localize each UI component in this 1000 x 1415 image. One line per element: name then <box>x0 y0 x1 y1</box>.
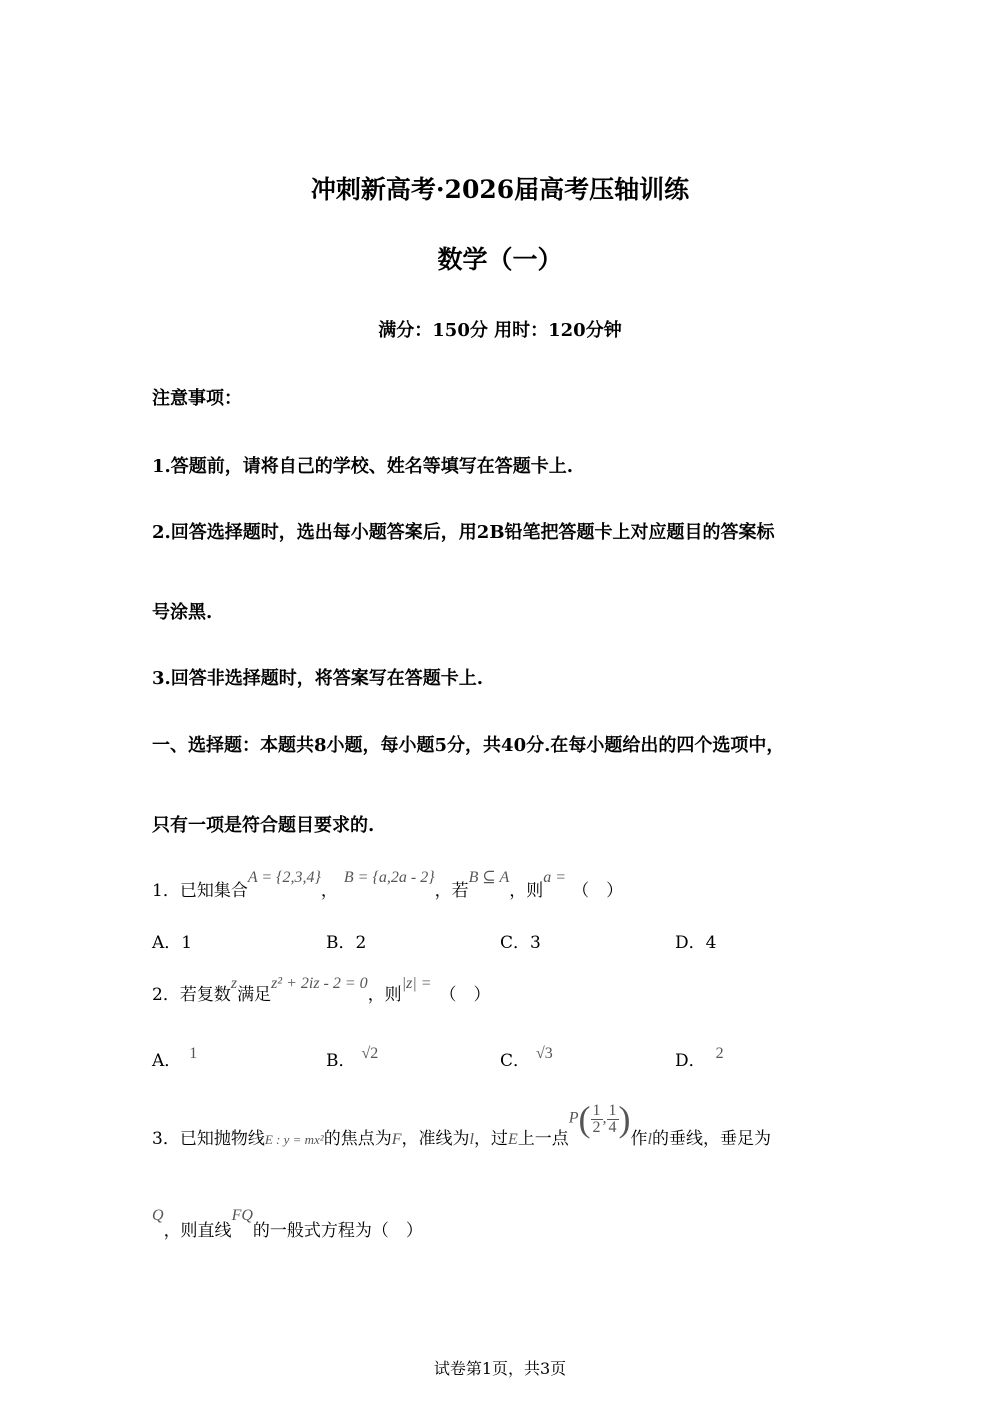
q2-mid: 满足 <box>237 985 272 1005</box>
q3-line-fq: FQ <box>231 1207 253 1224</box>
q1-comma: ， <box>320 881 338 901</box>
q3-t7: ，则直线 <box>163 1221 232 1241</box>
question-3-line-2 <box>152 1200 423 1241</box>
exam-meta: 满分：150分 用时：120分钟 <box>378 320 622 341</box>
q3-point-y: $\frac{1}{4}$ <box>608 1101 617 1136</box>
q2-prefix: 2．若复数 <box>152 985 231 1005</box>
q3-curve: E : y = mx² <box>264 1132 324 1147</box>
q1-condition: B ⊆ A <box>468 869 510 886</box>
q1-mid: ，若 <box>434 881 469 901</box>
q3-t6: 的垂线，垂足为 <box>651 1129 771 1149</box>
notice-item-1: 1.答题前，请将自己的学校、姓名等填写在答题卡上. <box>152 456 574 477</box>
exam-subtitle: 数学（一） <box>437 245 563 274</box>
q2-option-c: C． √3 <box>500 1045 553 1071</box>
notice-item-2-line-2: 号涂黑. <box>152 602 213 623</box>
exam-title: 冲刺新高考·2026届高考压轴训练 <box>310 175 690 204</box>
q3-t1: 的焦点为 <box>323 1129 392 1149</box>
question-3-line-1 <box>152 1098 771 1149</box>
q1-prefix: 1．已知集合 <box>152 881 248 901</box>
q2-option-b: B． √2 <box>326 1045 379 1071</box>
q1-then: ，则 <box>509 881 544 901</box>
q1-target: a = <box>543 869 567 886</box>
question-2 <box>152 968 491 1005</box>
q1-option-a: A．1 <box>152 933 193 953</box>
q2-blank: （ ） <box>439 985 491 1005</box>
q2-then: ，则 <box>367 985 402 1005</box>
q1-blank: （ ） <box>572 881 624 901</box>
notice-item-3: 3.回答非选择题时，将答案写在答题卡上. <box>152 668 484 689</box>
q3-point: P( $\frac{1}{2}$ , $\frac{1}{4}$ ) <box>568 1099 631 1139</box>
page-footer: 试卷第1页，共3页 <box>433 1359 567 1378</box>
q1-set-b: B = {a,2a - 2} <box>343 869 435 886</box>
q2-target: |z| = <box>401 975 432 992</box>
q1-option-b: B．2 <box>326 933 367 953</box>
q3-prefix: 3．已知抛物线 <box>152 1129 265 1149</box>
section-1-line-2: 只有一项是符合题目要求的. <box>152 815 375 836</box>
q3-t4: 上一点 <box>517 1129 569 1149</box>
q3-curve-name: E <box>507 1131 518 1148</box>
q3-t5: 作 <box>630 1129 648 1149</box>
q3-directrix: l <box>469 1131 474 1148</box>
section-1-line-1: 一、选择题：本题共8小题，每小题5分，共40分.在每小题给出的四个选项中， <box>152 735 785 756</box>
q3-foot: Q <box>152 1207 164 1224</box>
q3-point-x: $\frac{1}{2}$ <box>592 1101 601 1136</box>
q2-equation: z² + 2iz - 2 = 0 <box>271 975 368 992</box>
q2-option-a: A． 1 <box>152 1045 198 1071</box>
q3-t3: ，过 <box>473 1129 508 1149</box>
q2-var: z <box>230 975 238 992</box>
q1-option-d: D．4 <box>675 933 717 953</box>
notice-heading: 注意事项： <box>152 388 242 409</box>
q3-directrix-ref: l <box>647 1131 652 1148</box>
q3-point-name: P <box>568 1109 579 1127</box>
question-1 <box>152 862 624 901</box>
q3-focus: F <box>391 1131 402 1148</box>
q2-option-d: D． 2 <box>675 1045 724 1071</box>
q1-set-a: A = {2,3,4} <box>247 869 321 886</box>
notice-item-2-line-1: 2.回答选择题时，选出每小题答案后，用2B铅笔把答题卡上对应题目的答案标 <box>152 522 775 543</box>
q1-option-c: C．3 <box>500 933 541 953</box>
q3-t8: 的一般式方程为（ ） <box>252 1221 423 1241</box>
q3-t2: ，准线为 <box>401 1129 470 1149</box>
